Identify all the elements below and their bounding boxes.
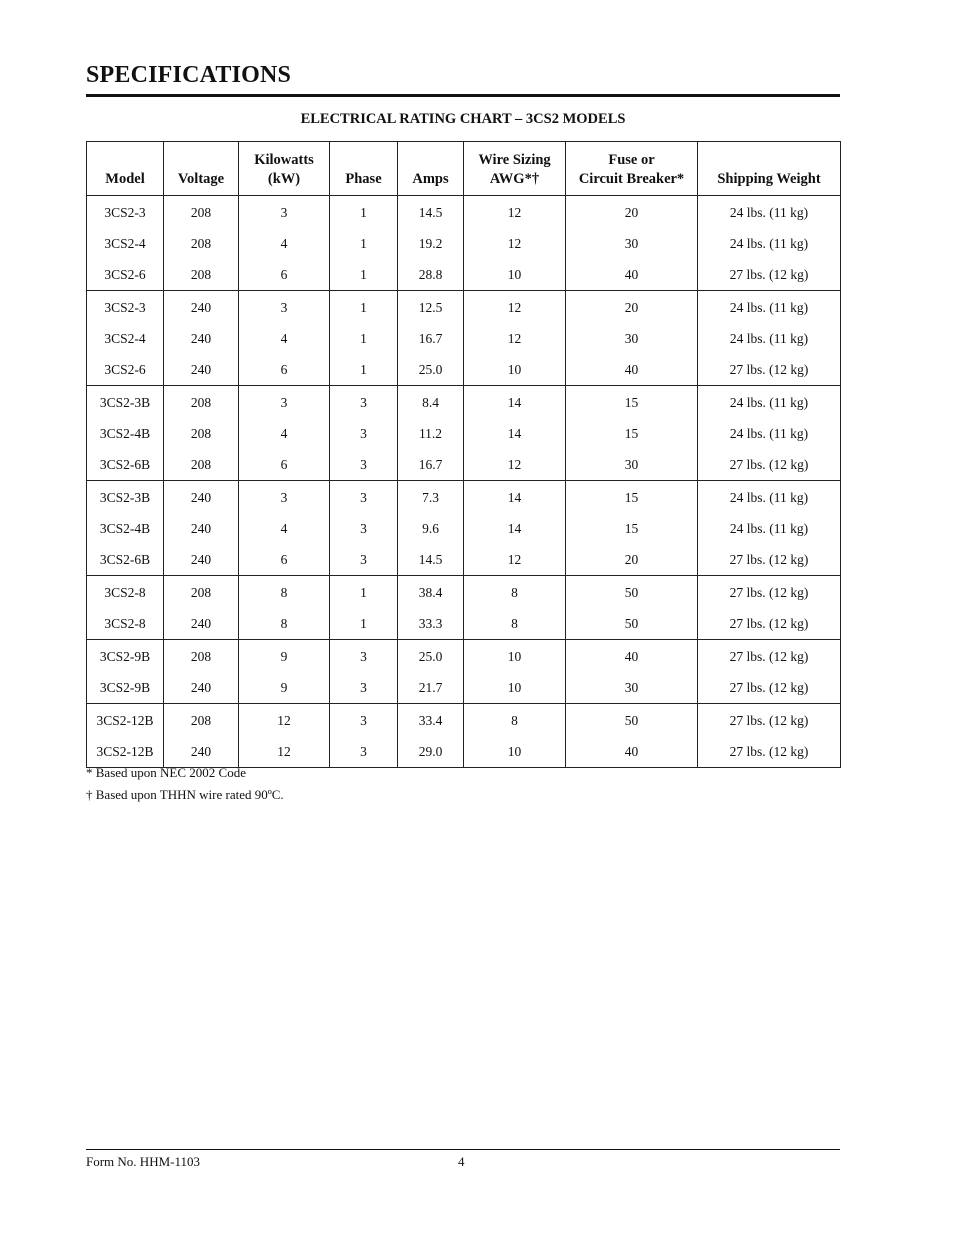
cell-fuse: 40 — [566, 640, 698, 673]
cell-wire-sizing: 10 — [464, 640, 566, 673]
chart-title: ELECTRICAL RATING CHART – 3CS2 MODELS — [300, 111, 626, 127]
header-amps: Amps — [398, 142, 464, 196]
cell-wire-sizing: 10 — [464, 259, 566, 291]
cell-model: 3CS2-3 — [87, 291, 164, 324]
cell-phase: 3 — [330, 386, 398, 419]
cell-amps: 28.8 — [398, 259, 464, 291]
cell-phase: 1 — [330, 576, 398, 609]
cell-kilowatts: 4 — [239, 323, 330, 354]
cell-wire-sizing: 14 — [464, 481, 566, 514]
cell-amps: 25.0 — [398, 354, 464, 386]
cell-fuse: 15 — [566, 386, 698, 419]
cell-voltage: 240 — [164, 323, 239, 354]
cell-shipping-weight: 24 lbs. (11 kg) — [698, 323, 841, 354]
table-row — [87, 386, 841, 419]
page-number: 4 — [458, 1154, 465, 1169]
cell-kilowatts: 12 — [239, 704, 330, 737]
header-fuse: Fuse or Circuit Breaker* — [566, 142, 698, 196]
page-title: SPECIFICATIONS — [86, 62, 292, 88]
cell-fuse: 15 — [566, 481, 698, 514]
cell-voltage: 208 — [164, 196, 239, 229]
cell-kilowatts: 9 — [239, 672, 330, 704]
cell-model: 3CS2-8 — [87, 576, 164, 609]
cell-fuse: 50 — [566, 576, 698, 609]
cell-voltage: 240 — [164, 736, 239, 768]
cell-model: 3CS2-8 — [87, 608, 164, 640]
cell-shipping-weight: 24 lbs. (11 kg) — [698, 513, 841, 544]
cell-voltage: 208 — [164, 449, 239, 481]
cell-amps: 19.2 — [398, 228, 464, 259]
cell-kilowatts: 12 — [239, 736, 330, 768]
cell-voltage: 208 — [164, 386, 239, 419]
cell-model: 3CS2-3B — [87, 386, 164, 419]
cell-phase: 3 — [330, 672, 398, 704]
table-group — [87, 291, 841, 386]
cell-wire-sizing: 12 — [464, 449, 566, 481]
cell-phase: 3 — [330, 640, 398, 673]
cell-voltage: 240 — [164, 513, 239, 544]
table-row — [87, 259, 841, 291]
cell-phase: 1 — [330, 608, 398, 640]
cell-wire-sizing: 14 — [464, 513, 566, 544]
cell-wire-sizing: 8 — [464, 608, 566, 640]
cell-amps: 12.5 — [398, 291, 464, 324]
table-row — [87, 736, 841, 768]
table-row — [87, 228, 841, 259]
electrical-rating-table — [86, 141, 841, 768]
cell-model: 3CS2-3B — [87, 481, 164, 514]
cell-phase: 1 — [330, 291, 398, 324]
cell-kilowatts: 4 — [239, 228, 330, 259]
cell-amps: 25.0 — [398, 640, 464, 673]
cell-kilowatts: 3 — [239, 386, 330, 419]
cell-wire-sizing: 8 — [464, 704, 566, 737]
table-row — [87, 513, 841, 544]
title-rule — [86, 94, 840, 97]
cell-model: 3CS2-6 — [87, 354, 164, 386]
cell-amps: 14.5 — [398, 196, 464, 229]
cell-wire-sizing: 10 — [464, 736, 566, 768]
cell-fuse: 30 — [566, 323, 698, 354]
cell-model: 3CS2-9B — [87, 672, 164, 704]
cell-shipping-weight: 27 lbs. (12 kg) — [698, 640, 841, 673]
cell-wire-sizing: 10 — [464, 672, 566, 704]
cell-fuse: 40 — [566, 354, 698, 386]
cell-voltage: 240 — [164, 672, 239, 704]
cell-fuse: 20 — [566, 291, 698, 324]
cell-fuse: 20 — [566, 196, 698, 229]
footnote-thhn: † Based upon THHN wire rated 90ºC. — [86, 787, 284, 802]
cell-model: 3CS2-6B — [87, 449, 164, 481]
table-row — [87, 544, 841, 576]
header-phase: Phase — [330, 142, 398, 196]
cell-model: 3CS2-6B — [87, 544, 164, 576]
cell-kilowatts: 9 — [239, 640, 330, 673]
cell-phase: 3 — [330, 513, 398, 544]
cell-wire-sizing: 8 — [464, 576, 566, 609]
cell-model: 3CS2-4B — [87, 418, 164, 449]
cell-voltage: 240 — [164, 544, 239, 576]
cell-voltage: 208 — [164, 259, 239, 291]
cell-model: 3CS2-3 — [87, 196, 164, 229]
cell-phase: 3 — [330, 544, 398, 576]
cell-shipping-weight: 27 lbs. (12 kg) — [698, 608, 841, 640]
cell-voltage: 208 — [164, 576, 239, 609]
cell-amps: 29.0 — [398, 736, 464, 768]
cell-amps: 9.6 — [398, 513, 464, 544]
header-model: Model — [87, 142, 164, 196]
cell-phase: 1 — [330, 259, 398, 291]
cell-kilowatts: 6 — [239, 544, 330, 576]
table-row — [87, 608, 841, 640]
cell-amps: 11.2 — [398, 418, 464, 449]
table-row — [87, 418, 841, 449]
cell-shipping-weight: 24 lbs. (11 kg) — [698, 418, 841, 449]
table-row — [87, 481, 841, 514]
footnote-nec: * Based upon NEC 2002 Code — [86, 765, 246, 780]
table-row — [87, 291, 841, 324]
cell-voltage: 208 — [164, 418, 239, 449]
table-row — [87, 704, 841, 737]
header-voltage: Voltage — [164, 142, 239, 196]
cell-phase: 1 — [330, 323, 398, 354]
cell-kilowatts: 3 — [239, 481, 330, 514]
cell-fuse: 30 — [566, 672, 698, 704]
cell-amps: 21.7 — [398, 672, 464, 704]
header-kilowatts: Kilowatts (kW) — [239, 142, 330, 196]
cell-phase: 3 — [330, 481, 398, 514]
table-group — [87, 704, 841, 768]
cell-shipping-weight: 24 lbs. (11 kg) — [698, 228, 841, 259]
cell-wire-sizing: 12 — [464, 291, 566, 324]
cell-shipping-weight: 27 lbs. (12 kg) — [698, 354, 841, 386]
table-row — [87, 640, 841, 673]
cell-model: 3CS2-12B — [87, 704, 164, 737]
cell-amps: 14.5 — [398, 544, 464, 576]
cell-voltage: 240 — [164, 291, 239, 324]
table-row — [87, 672, 841, 704]
cell-wire-sizing: 14 — [464, 418, 566, 449]
cell-phase: 3 — [330, 449, 398, 481]
cell-amps: 33.4 — [398, 704, 464, 737]
header-shipping-weight: Shipping Weight — [698, 142, 841, 196]
cell-fuse: 40 — [566, 736, 698, 768]
cell-model: 3CS2-6 — [87, 259, 164, 291]
table-group — [87, 196, 841, 291]
cell-voltage: 208 — [164, 228, 239, 259]
cell-phase: 1 — [330, 354, 398, 386]
cell-shipping-weight: 24 lbs. (11 kg) — [698, 291, 841, 324]
cell-fuse: 20 — [566, 544, 698, 576]
cell-kilowatts: 6 — [239, 354, 330, 386]
cell-shipping-weight: 27 lbs. (12 kg) — [698, 576, 841, 609]
table-group — [87, 386, 841, 481]
cell-fuse: 15 — [566, 513, 698, 544]
cell-phase: 3 — [330, 704, 398, 737]
table-row — [87, 196, 841, 229]
cell-shipping-weight: 27 lbs. (12 kg) — [698, 672, 841, 704]
cell-kilowatts: 8 — [239, 608, 330, 640]
cell-model: 3CS2-4 — [87, 323, 164, 354]
cell-wire-sizing: 12 — [464, 323, 566, 354]
cell-wire-sizing: 12 — [464, 228, 566, 259]
cell-model: 3CS2-4 — [87, 228, 164, 259]
table-group — [87, 576, 841, 640]
cell-fuse: 50 — [566, 704, 698, 737]
cell-phase: 1 — [330, 196, 398, 229]
cell-amps: 7.3 — [398, 481, 464, 514]
cell-shipping-weight: 27 lbs. (12 kg) — [698, 544, 841, 576]
cell-shipping-weight: 24 lbs. (11 kg) — [698, 481, 841, 514]
header-wire-sizing: Wire Sizing AWG*† — [464, 142, 566, 196]
cell-model: 3CS2-12B — [87, 736, 164, 768]
cell-voltage: 208 — [164, 640, 239, 673]
cell-amps: 33.3 — [398, 608, 464, 640]
cell-phase: 1 — [330, 228, 398, 259]
cell-fuse: 30 — [566, 228, 698, 259]
table-row — [87, 576, 841, 609]
cell-voltage: 208 — [164, 704, 239, 737]
cell-phase: 3 — [330, 418, 398, 449]
cell-amps: 16.7 — [398, 449, 464, 481]
cell-shipping-weight: 27 lbs. (12 kg) — [698, 704, 841, 737]
table-header-row — [87, 142, 841, 196]
cell-wire-sizing: 14 — [464, 386, 566, 419]
cell-wire-sizing: 12 — [464, 544, 566, 576]
cell-fuse: 40 — [566, 259, 698, 291]
cell-amps: 16.7 — [398, 323, 464, 354]
cell-phase: 3 — [330, 736, 398, 768]
cell-kilowatts: 6 — [239, 259, 330, 291]
table-group — [87, 481, 841, 576]
cell-fuse: 50 — [566, 608, 698, 640]
cell-kilowatts: 3 — [239, 196, 330, 229]
footer-rule — [86, 1149, 840, 1150]
cell-kilowatts: 4 — [239, 418, 330, 449]
cell-shipping-weight: 27 lbs. (12 kg) — [698, 449, 841, 481]
cell-wire-sizing: 12 — [464, 196, 566, 229]
cell-kilowatts: 4 — [239, 513, 330, 544]
table-row — [87, 323, 841, 354]
cell-shipping-weight: 27 lbs. (12 kg) — [698, 736, 841, 768]
cell-amps: 8.4 — [398, 386, 464, 419]
table-group — [87, 640, 841, 704]
cell-model: 3CS2-4B — [87, 513, 164, 544]
table-row — [87, 354, 841, 386]
table-row — [87, 449, 841, 481]
cell-voltage: 240 — [164, 354, 239, 386]
cell-kilowatts: 6 — [239, 449, 330, 481]
cell-voltage: 240 — [164, 608, 239, 640]
cell-kilowatts: 3 — [239, 291, 330, 324]
cell-voltage: 240 — [164, 481, 239, 514]
cell-fuse: 15 — [566, 418, 698, 449]
cell-kilowatts: 8 — [239, 576, 330, 609]
cell-shipping-weight: 24 lbs. (11 kg) — [698, 196, 841, 229]
cell-model: 3CS2-9B — [87, 640, 164, 673]
cell-shipping-weight: 27 lbs. (12 kg) — [698, 259, 841, 291]
cell-fuse: 30 — [566, 449, 698, 481]
cell-shipping-weight: 24 lbs. (11 kg) — [698, 386, 841, 419]
cell-wire-sizing: 10 — [464, 354, 566, 386]
cell-amps: 38.4 — [398, 576, 464, 609]
form-number: Form No. HHM-1103 — [86, 1154, 200, 1169]
